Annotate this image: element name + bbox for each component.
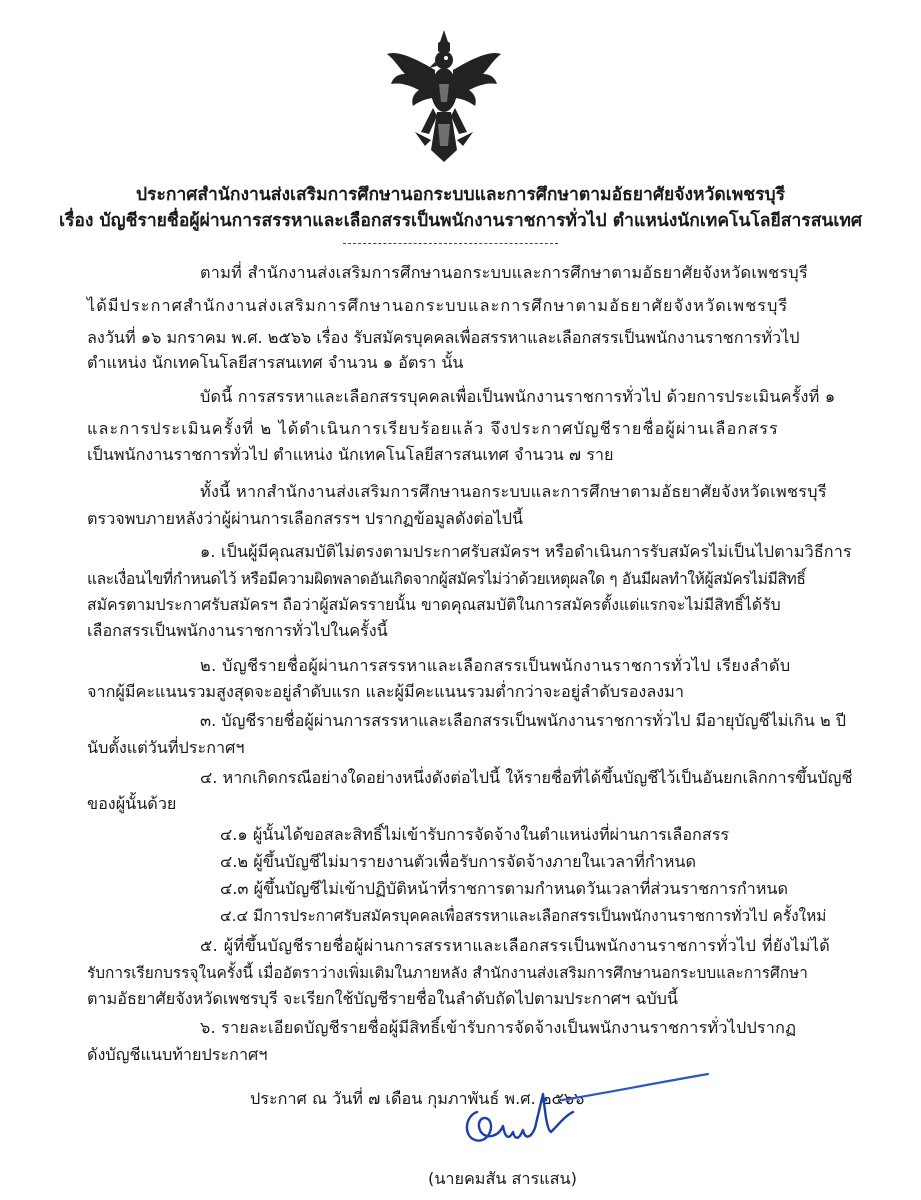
body-line: ดังบัญชีแนบท้ายประกาศฯ [87, 1045, 268, 1064]
garuda-emblem [385, 28, 503, 164]
body-line: ตำแหน่ง นักเทคโนโลยีสารสนเทศ จำนวน ๑ อัตรา นั้น [87, 353, 464, 372]
body-line: สมัครตามประกาศรับสมัครฯ ถือว่าผู้สมัครรายนั้น ขาดคุณสมบัติในการสมัครตั้งแต่แรกจะไม่มีสิทธิ์ได้รับ [87, 595, 781, 614]
body-line: ตามที่ สำนักงานส่งเสริมการศึกษานอกระบบและการศึกษาตามอัธยาศัยจังหวัดเพชรบุรี [200, 263, 808, 282]
body-line: ๕. ผู้ที่ขึ้นบัญชีรายชื่อผู้ผ่านการสรรหาและเลือกสรรเป็นพนักงานราชการทั่วไป ที่ยังไม่ได้ [200, 936, 831, 955]
handwritten-signature [455, 1082, 605, 1152]
announcement-subject: เรื่อง บัญชีรายชื่อผู้ผ่านการสรรหาและเลือกสรรเป็นพนักงานราชการทั่วไป ตำแหน่งนักเทคโนโลยีสารสนเทศ [59, 211, 862, 231]
body-line: ๔.๔ มีการประกาศรับสมัครบุคคลเพื่อสรรหาและเลือกสรรเป็นพนักงานราชการทั่วไป ครั้งใหม่ [220, 907, 827, 925]
body-line: รับการเรียกบรรจุในครั้งนี้ เมื่ออัตราว่างเพิ่มเติมในภายหลัง สำนักงานส่งเสริมการศึกษานอกระบบและการศึกษา [87, 964, 808, 982]
body-line: ๒. บัญชีรายชื่อผู้ผ่านการสรรหาและเลือกสรรเป็นพนักงานราชการทั่วไป เรียงลำดับ [200, 656, 791, 675]
body-line: ลงวันที่ ๑๖ มกราคม พ.ศ. ๒๕๖๖ เรื่อง รับสมัครบุคคลเพื่อสรรหาและเลือกสรรเป็นพนักงานราชการทั่วไป [87, 328, 800, 347]
body-line: ตรวจพบภายหลังว่าผู้ผ่านการเลือกสรรฯ ปรากฏข้อมูลดังต่อไปนี้ [87, 509, 524, 528]
body-line: ๔.๑ ผู้นั้นได้ขอสละสิทธิ์ไม่เข้ารับการจัดจ้างในตำแหน่งที่ผ่านการเลือกสรร [220, 825, 730, 844]
body-line: ๑. เป็นผู้มีคุณสมบัติไม่ตรงตามประกาศรับสมัครฯ หรือดำเนินการรับสมัครไม่เป็นไปตามวิธีการ [200, 542, 852, 561]
announcement-title: ประกาศสำนักงานส่งเสริมการศึกษานอกระบบและการศึกษาตามอัธยาศัยจังหวัดเพชรบุรี [135, 185, 786, 205]
body-line: ได้มีประกาศสำนักงานส่งเสริมการศึกษานอกระบบและการศึกษาตามอัธยาศัยจังหวัดเพชรบุรี [87, 296, 789, 315]
body-line: และการประเมินครั้งที่ ๒ ได้ดำเนินการเรียบร้อยแล้ว จึงประกาศบัญชีรายชื่อผู้ผ่านเลือกสรร [87, 419, 779, 438]
body-line: ๔.๓ ผู้ขึ้นบัญชีไม่เข้าปฏิบัติหน้าที่ราชการตามกำหนดวันเวลาที่ส่วนราชการกำหนด [220, 879, 788, 898]
body-line: ทั้งนี้ หากสำนักงานส่งเสริมการศึกษานอกระบบและการศึกษาตามอัธยาศัยจังหวัดเพชรบุรี [200, 482, 827, 501]
body-line: ตามอัธยาศัยจังหวัดเพชรบุรี จะเรียกใช้บัญชีรายชื่อในลำดับถัดไปตามประกาศฯ ฉบับนี้ [87, 989, 678, 1008]
body-line: ๔.๒ ผู้ขึ้นบัญชีไม่มารายงานตัวเพื่อรับการจัดจ้างภายในเวลาที่กำหนด [220, 852, 696, 871]
body-line: ๔. หากเกิดกรณีอย่างใดอย่างหนึ่งดังต่อไปนี้ ให้รายชื่อที่ได้ขึ้นบัญชีไว้เป็นอันยกเลิกการขึ้นบัญชี [200, 768, 853, 787]
body-line: เป็นพนักงานราชการทั่วไป ตำแหน่ง นักเทคโนโลยีสารสนเทศ จำนวน ๗ ราย [87, 445, 614, 464]
body-line: ของผู้นั้นด้วย [87, 794, 177, 813]
body-line: ๓. บัญชีรายชื่อผู้ผ่านการสรรหาและเลือกสรรเป็นพนักงานราชการทั่วไป มีอายุบัญชีไม่เกิน ๒ ปี [200, 711, 847, 730]
signer-name: (นายคมสัน สารแสน) [428, 1169, 577, 1188]
body-line: บัดนี้ การสรรหาและเลือกสรรบุคคลเพื่อเป็นพนักงานราชการทั่วไป ด้วยการประเมินครั้งที่ ๑ [200, 387, 836, 406]
body-line: และเงื่อนไขที่กำหนดไว้ หรือมีความผิดพลาดอันเกิดจากผู้สมัครไม่ว่าด้วยเหตุผลใด ๆ อันมีผลทำให้ผู้สมัครไม่มีสิทธิ์ [87, 570, 806, 588]
title-divider [343, 243, 558, 244]
body-line: นับตั้งแต่วันที่ประกาศฯ [87, 738, 245, 757]
body-line: ๖. รายละเอียดบัญชีรายชื่อผู้มีสิทธิ์เข้ารับการจัดจ้างเป็นพนักงานราชการทั่วไปปรากฏ [200, 1018, 797, 1037]
body-line: จากผู้มีคะแนนรวมสูงสุดจะอยู่ลำดับแรก และผู้มีคะแนนรวมต่ำกว่าจะอยู่ลำดับรองลงมา [87, 682, 684, 701]
announcement-date: ประกาศ ณ วันที่ ๗ เดือน กุมภาพันธ์ พ.ศ. ๒๕๖๖ [250, 1089, 585, 1108]
body-line: เลือกสรรเป็นพนักงานราชการทั่วไปในครั้งนี้ [87, 621, 388, 640]
